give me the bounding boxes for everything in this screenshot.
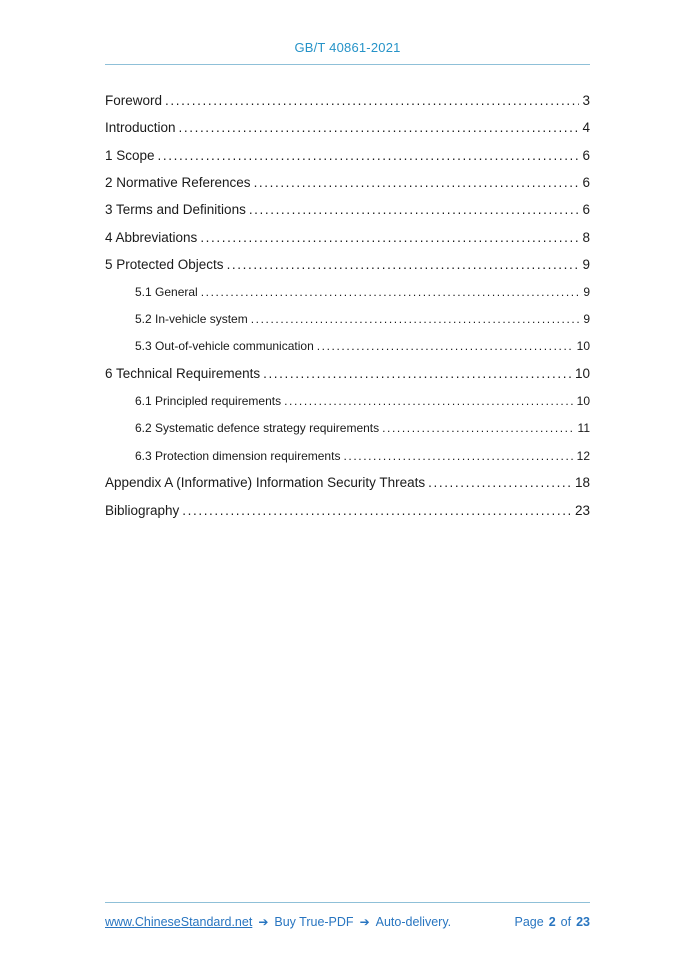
- toc-entry[interactable]: [105, 169, 590, 196]
- buy-pdf-label: Buy True-PDF: [274, 915, 354, 929]
- toc-dot-leader: [227, 257, 580, 272]
- toc-entry-title: 6.1 Principled requirements: [135, 393, 282, 408]
- toc-entry-title: 3 Terms and Definitions: [105, 202, 246, 218]
- toc-entry[interactable]: [105, 223, 590, 250]
- toc-dot-leader: [179, 120, 580, 135]
- page-indicator: [515, 915, 591, 929]
- toc-entry[interactable]: [105, 196, 590, 223]
- toc-entry-title: 5 Protected Objects: [105, 256, 224, 272]
- toc-entry-title: Appendix A (Informative) Information Security Threats: [105, 475, 426, 491]
- toc-dot-leader: [158, 148, 580, 163]
- header-divider: [105, 64, 590, 65]
- total-page-number: 23: [576, 915, 590, 929]
- toc-entry[interactable]: [105, 442, 590, 469]
- toc-entry-page: 6: [582, 202, 590, 218]
- toc-entry-page: 10: [576, 393, 590, 408]
- toc-entry-page: 12: [576, 448, 590, 463]
- toc-entry-title: 4 Abbreviations: [105, 229, 198, 245]
- toc-entry-title: 5.3 Out-of-vehicle communication: [135, 339, 314, 354]
- toc-entry-title: 5.2 In-vehicle system: [135, 312, 248, 327]
- toc-entry[interactable]: [105, 251, 590, 278]
- footer-branding: [105, 915, 451, 929]
- document-code: GB/T 40861-2021: [294, 40, 401, 55]
- table-of-contents: [105, 87, 590, 524]
- toc-entry-page: 18: [574, 475, 590, 491]
- toc-dot-leader: [343, 449, 573, 463]
- auto-delivery-label: Auto-delivery.: [375, 915, 452, 929]
- of-label: of: [560, 915, 572, 929]
- toc-entry-page: 6: [582, 147, 590, 163]
- footer-row: [105, 915, 590, 929]
- toc-entry-page: 4: [582, 120, 590, 136]
- toc-entry-page: 11: [577, 421, 590, 436]
- toc-entry-title: Foreword: [105, 93, 163, 109]
- toc-entry[interactable]: [105, 305, 590, 332]
- toc-entry-page: 9: [583, 312, 590, 327]
- toc-entry-title: 1 Scope: [105, 147, 155, 163]
- toc-entry[interactable]: [105, 142, 590, 169]
- toc-dot-leader: [263, 366, 572, 381]
- toc-entry-page: 6: [582, 175, 590, 191]
- website-link[interactable]: www.ChineseStandard.net: [105, 915, 253, 929]
- toc-entry-title: 6 Technical Requirements: [105, 366, 261, 382]
- toc-entry-page: 3: [582, 93, 590, 109]
- toc-dot-leader: [249, 202, 580, 217]
- toc-entry-title: Bibliography: [105, 502, 180, 518]
- toc-entry[interactable]: [105, 415, 590, 442]
- toc-entry-page: 10: [574, 366, 590, 382]
- footer-divider: [105, 902, 590, 903]
- toc-entry-title: 2 Normative References: [105, 175, 251, 191]
- toc-dot-leader: [200, 230, 579, 245]
- toc-dot-leader: [382, 421, 574, 435]
- page-header: [105, 0, 590, 65]
- toc-entry-title: 6.3 Protection dimension requirements: [135, 448, 341, 463]
- toc-dot-leader: [251, 312, 581, 326]
- toc-dot-leader: [428, 475, 572, 490]
- toc-entry[interactable]: [105, 469, 590, 496]
- page-label: Page: [514, 915, 544, 929]
- toc-entry[interactable]: [105, 333, 590, 360]
- current-page-number: 2: [548, 915, 556, 929]
- toc-entry[interactable]: [105, 87, 590, 114]
- toc-entry-page: 8: [582, 229, 590, 245]
- toc-dot-leader: [201, 285, 581, 299]
- toc-entry-page: 23: [574, 502, 590, 518]
- toc-entry-page: 10: [576, 339, 590, 354]
- toc-entry[interactable]: [105, 360, 590, 387]
- toc-entry-page: 9: [582, 256, 590, 272]
- arrow-icon: ➔: [359, 915, 370, 929]
- toc-dot-leader: [317, 339, 574, 353]
- toc-entry-title: Introduction: [105, 120, 176, 136]
- toc-dot-leader: [165, 93, 579, 108]
- toc-entry-title: 6.2 Systematic defence strategy requirements: [135, 421, 380, 436]
- toc-entry[interactable]: [105, 114, 590, 141]
- toc-entry[interactable]: [105, 496, 590, 523]
- arrow-icon: ➔: [258, 915, 269, 929]
- toc-entry[interactable]: [105, 387, 590, 414]
- toc-dot-leader: [254, 175, 580, 190]
- toc-dot-leader: [284, 394, 574, 408]
- toc-entry-title: 5.1 General: [135, 284, 198, 299]
- toc-entry[interactable]: [105, 278, 590, 305]
- page-footer: [105, 902, 590, 929]
- toc-dot-leader: [182, 503, 572, 518]
- toc-entry-page: 9: [583, 284, 590, 299]
